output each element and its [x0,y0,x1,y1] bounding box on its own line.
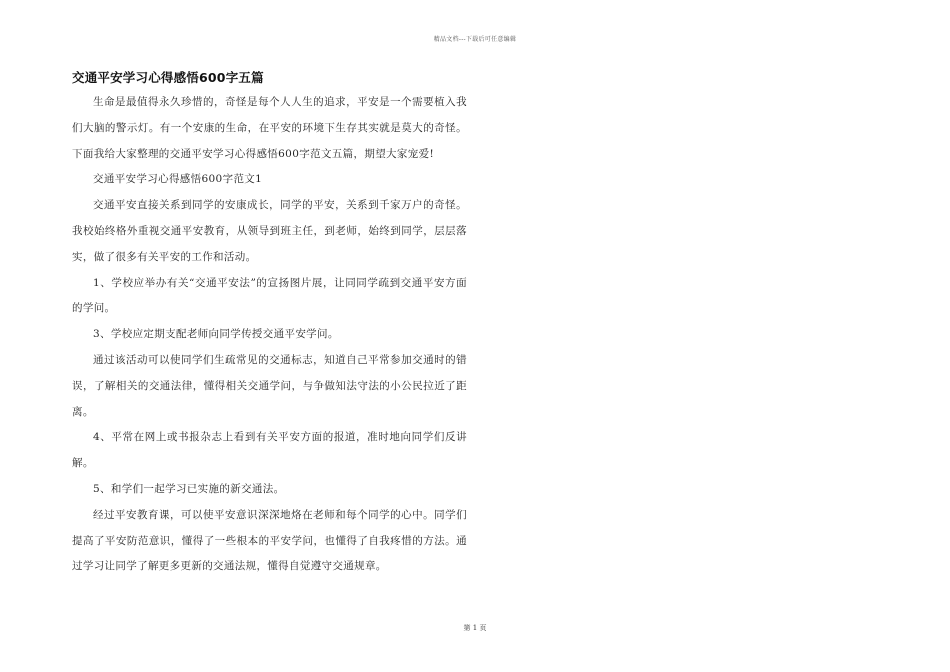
list-item: 5、和学们一起学习已实施的新交通法。 [93,482,285,495]
body-paragraph: 通过该活动可以使同学们生疏常见的交通标志，知道自己平常参加交通时的错误，了解相关的交通法律，懂得相关交通学问，与争做知法守法的小公民拉近了距离。 [72,353,467,418]
list-item: 4、平常在网上或书报杂志上看到有关平安方面的报道，准时地向同学们反讲解。 [72,431,467,470]
body-paragraph: 经过平安教育课，可以使平安意识深深地烙在老师和每个同学的心中。同学们提高了平安防范意识，懂得了一些根本的平安学问，也懂得了自我疼惜的方法。通过学习让同学了解更多更新的交通法规，懂得自觉遵守交通规章。 [72,508,467,573]
list-item: 3、学校应定期支配老师向同学传授交通平安学问。 [93,328,339,341]
body-paragraph: 交通平安直接关系到同学的安康成长，同学的平安，关系到千家万户的奇怪。我校始终格外重视交通平安教育，从领导到班主任，到老师，始终到同学，层层落实，做了很多有关平安的工作和活动。 [72,199,467,263]
page-number: 第 1 页 [463,624,487,632]
document-title: 交通平安学习心得感悟600字五篇 [72,70,264,85]
document-body [72,66,467,580]
section-heading: 交通平安学习心得感悟600字范文1 [93,173,263,186]
list-item: 1、学校应举办有关“交通平安法”的宣扬图片展，让同同学疏到交通平安方面的学问。 [72,276,467,315]
page-header: 精品文档---下载后可任意编辑 [433,36,517,43]
intro-paragraph: 生命是最值得永久珍惜的，奇怪是每个人人生的追求，平安是一个需要植入我们大脑的警示灯。有一个安康的生命，在平安的环境下生存其实就是莫大的奇怪。下面我给大家整理的交通平安学习心得感悟600字范文五篇，期望大家宠爱! [72,96,467,160]
